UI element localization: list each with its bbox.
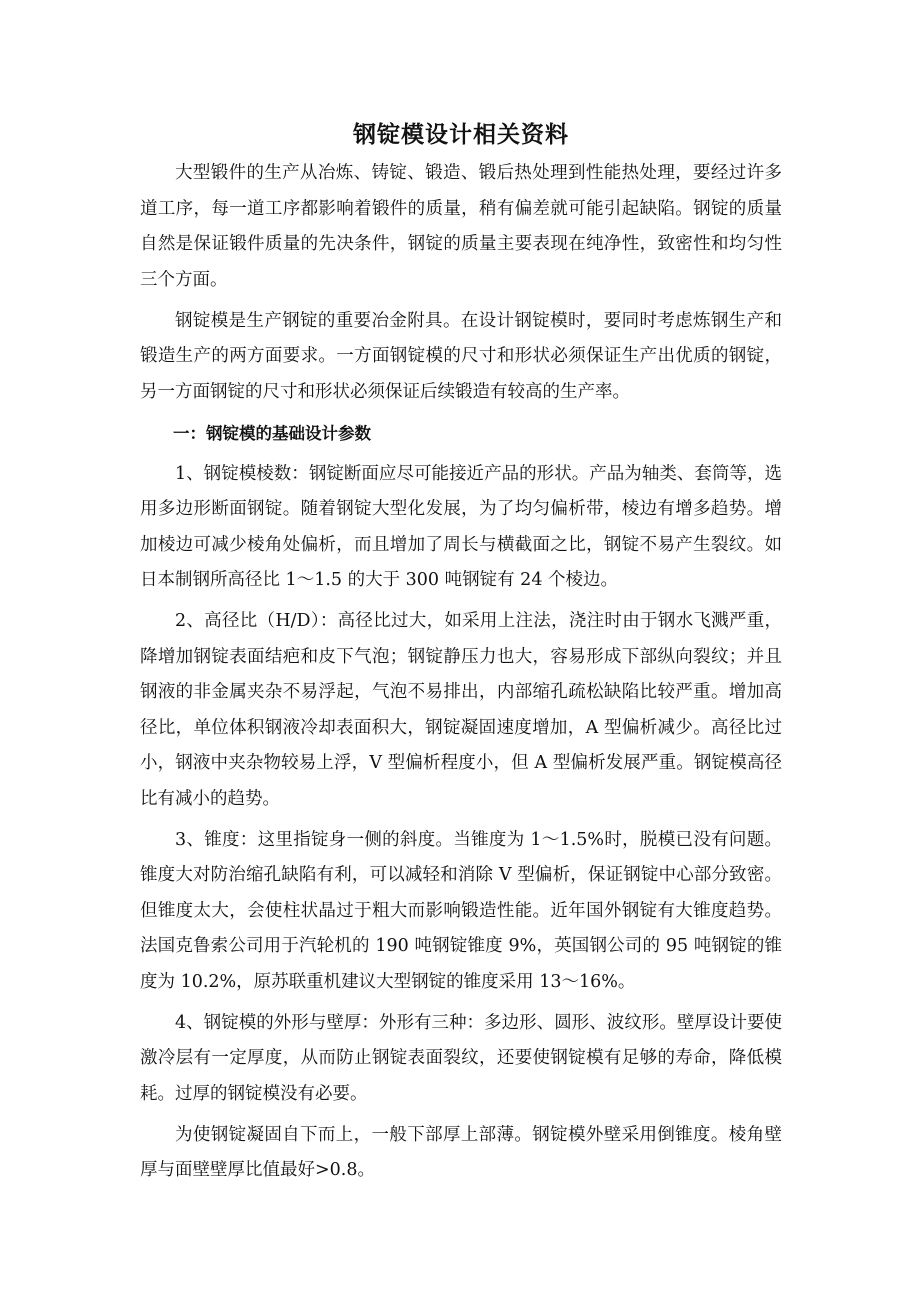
paragraph-edge-count: 1、钢锭模棱数：钢锭断面应尽可能接近产品的形状。产品为轴类、套筒等，选用多边形断面钢锭。随着钢锭大型化发展，为了均匀偏析带，棱边有增多趋势。增加棱边可减少棱角处偏析，而且增加了周长与横截面之比，钢锭不易产生裂纹。如日本制钢所高径比 1～1.5 的大于 300 吨钢锭有 24 个棱边。 [140, 463, 782, 590]
paragraph-shape-wall-thickness: 4、钢锭模的外形与壁厚：外形有三种：多边形、圆形、波纹形。壁厚设计要使激冷层有一定厚度，从而防止钢锭表面裂纹，还要使钢锭模有足够的寿命，降低模耗。过厚的钢锭模没有必要。 [140, 1012, 782, 1104]
section-heading-basic-parameters: 一：钢锭模的基础设计参数 [173, 423, 371, 443]
paragraph-ingot-mold: 钢锭模是生产钢锭的重要冶金附具。在设计钢锭模时，要同时考虑炼钢生产和锻造生产的两方面要求。一方面钢锭模的尺寸和形状必须保证生产出优质的钢锭，另一方面钢锭的尺寸和形状必须保证后续锻造有较高的生产率。 [140, 310, 782, 402]
paragraph-height-diameter-ratio: 2、高径比（H/D）：高径比过大，如采用上注法，浇注时由于钢水飞溅严重，降增加钢锭表面结疤和皮下气泡；钢锭静压力也大，容易形成下部纵向裂纹；并且钢液的非金属夹杂不易浮起，气泡不易排出，内部缩孔疏松缺陷比较严重。增加高径比，单位体积钢液冷却表面积大，钢锭凝固速度增加，A 型偏析减少。高径比过小，钢液中夹杂物较易上浮，V 型偏析程度小，但 A 型偏析发展严重。钢锭模高径比有减小的趋势。 [140, 611, 782, 809]
paragraph-wall-ratio: 为使钢锭凝固自下而上，一般下部厚上部薄。钢锭模外壁采用倒锥度。棱角壁厚与面壁壁厚比值最好>0.8。 [140, 1124, 782, 1180]
paragraph-intro: 大型锻件的生产从冶炼、铸锭、锻造、锻后热处理到性能热处理，要经过许多道工序，每一道工序都影响着锻件的质量，稍有偏差就可能引起缺陷。钢锭的质量自然是保证锻件质量的先决条件，钢锭的质量主要表现在纯净性，致密性和均匀性三个方面。 [140, 163, 782, 290]
document-page [140, 118, 782, 1189]
document-title: 钢锭模设计相关资料 [353, 122, 569, 148]
paragraph-taper: 3、锥度：这里指锭身一侧的斜度。当锥度为 1～1.5%时，脱模已没有问题。锥度大对防治缩孔缺陷有利，可以减轻和消除 V 型偏析，保证钢锭中心部分致密。但锥度太大，会使柱状晶过于粗大而影响锻造性能。近年国外钢锭有大锥度趋势。法国克鲁索公司用于汽轮机的 190 吨钢锭锥度 9%，英国钢公司的 95 吨钢锭的锥度为 10.2%，原苏联重机建议大型钢锭的锥度采用 13～16%。 [140, 829, 782, 992]
